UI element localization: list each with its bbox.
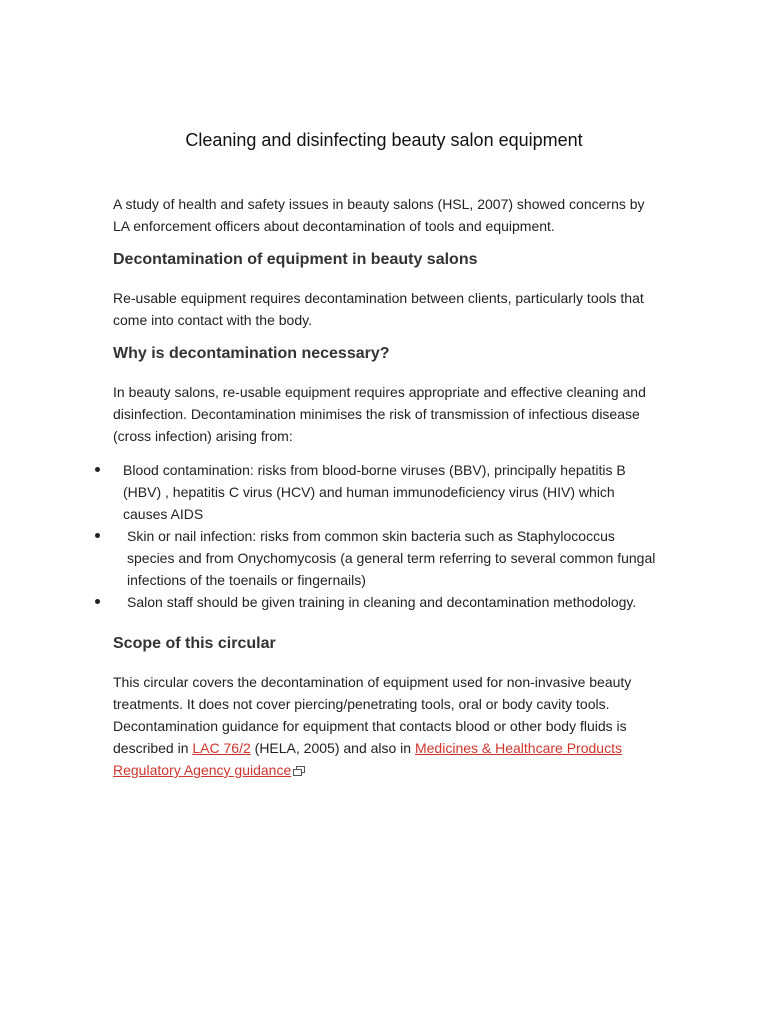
section-heading-why: Why is decontamination necessary?: [113, 345, 390, 362]
list-item-text: Skin or nail infection: risks from common skin bacteria such as Staphylococcus species and from Onychomycosis (a general term referring to several common fungal infections of the toenails or fingernails): [127, 528, 656, 588]
scope-text-start: This circular covers the decontamination of equipment used for non-invasive beauty treatments. It does not cover piercing/penetrating tools, oral or body cavity tools. Decontamination guidance for equipment that contacts blood or other body fluids is described in: [113, 674, 632, 756]
section-heading-decontamination: Decontamination of equipment in beauty salons: [113, 251, 478, 268]
section-heading-scope: Scope of this circular: [113, 635, 276, 652]
scope-text-mid: (HELA, 2005) and also in: [254, 740, 412, 756]
list-item-text: Blood contamination: risks from blood-borne viruses (BBV), principally hepatitis B (HBV) , hepatitis C virus (HCV) and human immunodeficiency virus (HIV) which causes AIDS: [123, 462, 626, 522]
risk-bullet-list: [113, 459, 658, 613]
list-item-text: Salon staff should be given training in cleaning and decontamination methodology.: [127, 594, 637, 610]
list-item: [113, 525, 658, 591]
section-paragraph-why: In beauty salons, re-usable equipment requires appropriate and effective cleaning and disinfection. Decontamination minimises the risk of transmission of infectious disease (cross infection) arising from:: [113, 384, 646, 444]
external-link-icon: [293, 766, 305, 776]
mhra-guidance-link-text: Medicines & Healthcare Products Regulatory Agency guidance: [113, 740, 622, 778]
bullet-icon: [95, 467, 100, 472]
bullet-icon: [95, 533, 100, 538]
document-body: [113, 193, 658, 781]
page-title: Cleaning and disinfecting beauty salon equipment: [185, 130, 583, 150]
section-paragraph-scope: [113, 671, 658, 781]
intro-paragraph: A study of health and safety issues in beauty salons (HSL, 2007) showed concerns by LA enforcement officers about decontamination of tools and equipment.: [113, 196, 645, 234]
bullet-icon: [95, 599, 100, 604]
list-item: [113, 459, 658, 525]
lac-76-2-link[interactable]: LAC 76/2: [192, 740, 251, 756]
list-item: [113, 591, 658, 613]
section-paragraph-decontamination: Re-usable equipment requires decontamination between clients, particularly tools that come into contact with the body.: [113, 290, 644, 328]
